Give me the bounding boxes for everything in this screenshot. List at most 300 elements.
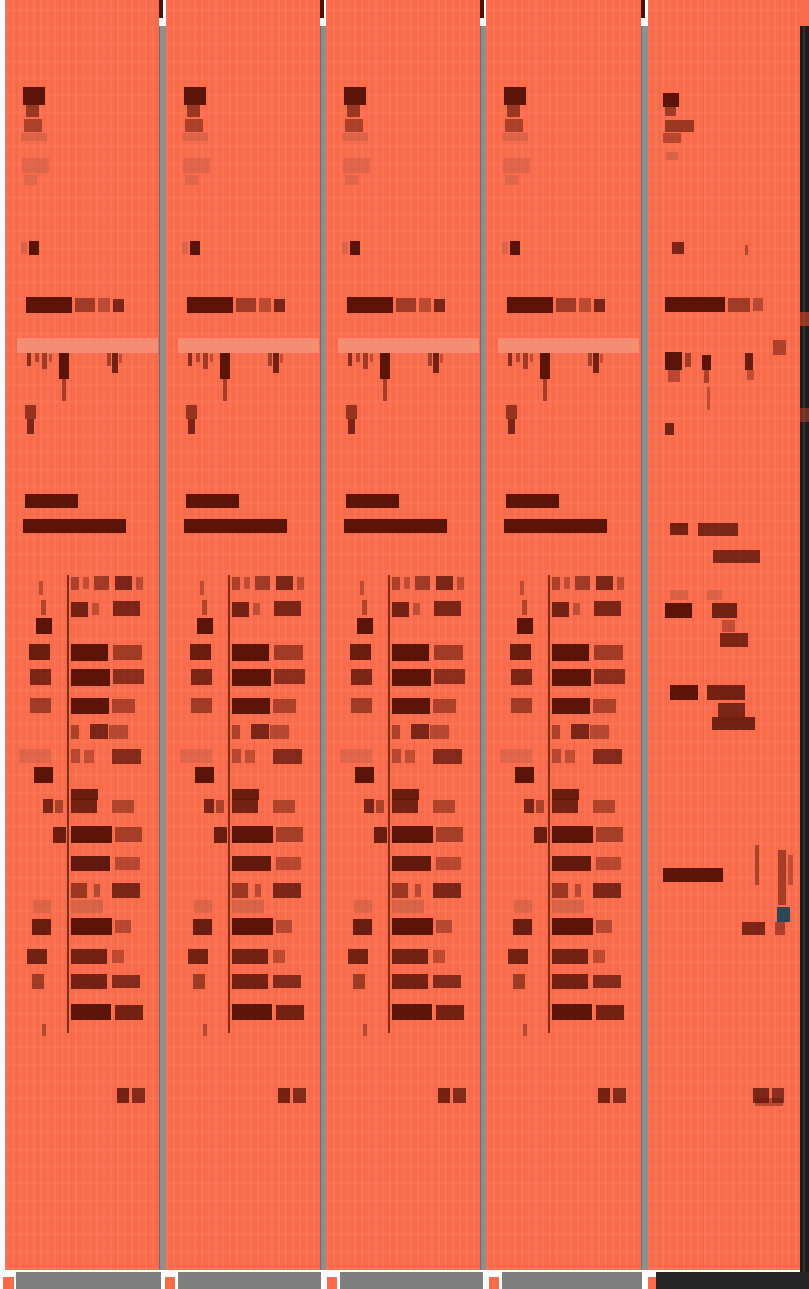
- text-smudge: [433, 975, 461, 988]
- text-smudge: [346, 494, 399, 508]
- text-smudge: [112, 950, 124, 963]
- text-smudge: [552, 949, 588, 964]
- text-smudge: [363, 353, 368, 369]
- text-smudge: [712, 717, 755, 730]
- text-smudge: [552, 602, 569, 617]
- page-shadow: [340, 1272, 483, 1289]
- text-smudge: [94, 576, 109, 590]
- text-smudge: [71, 900, 103, 913]
- text-smudge: [596, 1005, 624, 1020]
- text-smudge: [17, 338, 158, 353]
- text-smudge: [775, 922, 785, 935]
- text-smudge: [274, 299, 285, 312]
- text-smudge: [293, 1088, 306, 1103]
- text-smudge: [575, 884, 581, 897]
- text-smudge: [388, 575, 390, 1033]
- text-smudge: [255, 884, 261, 897]
- text-smudge: [665, 297, 725, 312]
- text-smudge: [33, 900, 51, 913]
- text-smudge: [722, 620, 735, 632]
- text-smudge: [530, 354, 533, 362]
- page-corner-tab: [489, 1277, 499, 1289]
- text-smudge: [573, 603, 580, 615]
- text-smudge: [392, 602, 409, 617]
- text-smudge: [113, 601, 140, 616]
- text-smudge: [552, 698, 590, 714]
- text-smudge: [392, 749, 401, 763]
- text-smudge: [552, 856, 591, 871]
- text-smudge: [433, 749, 462, 764]
- gutter-top-notch-dark: [641, 0, 645, 18]
- text-smudge: [274, 601, 301, 616]
- text-smudge: [59, 353, 69, 379]
- text-smudge: [90, 724, 108, 739]
- text-smudge: [773, 340, 786, 355]
- text-smudge: [517, 618, 533, 634]
- text-smudge: [593, 975, 621, 988]
- text-smudge: [232, 644, 269, 661]
- text-smudge: [670, 523, 688, 535]
- text-smudge: [665, 352, 682, 370]
- text-smudge: [204, 799, 214, 813]
- text-smudge: [704, 370, 709, 383]
- text-smudge: [433, 950, 445, 963]
- text-smudge: [203, 353, 208, 369]
- text-smudge: [24, 119, 42, 132]
- text-smudge: [338, 338, 479, 353]
- text-smudge: [43, 799, 53, 813]
- text-smudge: [92, 603, 99, 615]
- text-smudge: [392, 1004, 432, 1020]
- strip-segment: [803, 26, 805, 1289]
- text-smudge: [232, 602, 249, 617]
- page-shadow: [502, 1272, 642, 1289]
- text-smudge: [436, 576, 453, 590]
- text-smudge: [21, 242, 27, 254]
- text-smudge: [273, 883, 301, 898]
- text-smudge: [113, 645, 142, 660]
- text-smudge: [345, 175, 358, 185]
- text-smudge: [392, 856, 431, 871]
- text-smudge: [115, 1005, 143, 1020]
- text-smudge: [195, 767, 214, 783]
- text-smudge: [223, 379, 227, 401]
- text-smudge: [210, 354, 213, 362]
- text-smudge: [71, 799, 97, 813]
- text-smudge: [753, 1088, 769, 1103]
- text-smudge: [575, 576, 590, 590]
- text-smudge: [593, 353, 599, 373]
- text-smudge: [348, 419, 355, 434]
- text-smudge: [552, 644, 589, 661]
- text-smudge: [30, 669, 51, 685]
- text-smudge: [280, 354, 283, 363]
- text-smudge: [29, 644, 50, 660]
- text-smudge: [504, 519, 607, 533]
- text-smudge: [71, 826, 112, 843]
- text-smudge: [178, 338, 319, 353]
- text-smudge: [71, 644, 108, 661]
- text-smudge: [274, 645, 303, 660]
- text-smudge: [666, 152, 678, 160]
- text-smudge: [345, 119, 363, 132]
- text-smudge: [32, 919, 51, 935]
- text-smudge: [457, 577, 464, 590]
- text-smudge: [259, 298, 271, 312]
- text-smudge: [383, 379, 387, 401]
- text-smudge: [353, 974, 365, 989]
- text-smudge: [232, 577, 240, 590]
- text-smudge: [777, 907, 790, 922]
- page-4[interactable]: [486, 0, 641, 1270]
- text-smudge: [115, 576, 132, 590]
- text-smudge: [596, 576, 613, 590]
- text-smudge: [119, 354, 122, 363]
- text-smudge: [71, 856, 110, 871]
- text-smudge: [392, 918, 433, 935]
- text-smudge: [514, 900, 532, 913]
- text-smudge: [356, 353, 360, 362]
- page-5[interactable]: [648, 0, 800, 1270]
- text-smudge: [112, 699, 135, 713]
- strip-segment: [800, 408, 809, 422]
- text-smudge: [344, 519, 447, 533]
- text-smudge: [434, 601, 461, 616]
- text-smudge: [347, 105, 360, 117]
- text-smudge: [55, 800, 63, 813]
- page-corner-tab: [3, 1277, 14, 1289]
- text-smudge: [276, 857, 301, 870]
- text-smudge: [273, 800, 295, 813]
- text-smudge: [350, 241, 360, 255]
- text-smudge: [534, 827, 547, 843]
- right-edge-strip: [800, 0, 809, 1289]
- page-gutter: [480, 26, 486, 1270]
- text-smudge: [588, 353, 592, 366]
- text-smudge: [788, 855, 793, 885]
- text-smudge: [29, 241, 39, 255]
- text-smudge: [552, 749, 561, 763]
- text-smudge: [665, 107, 676, 116]
- text-smudge: [236, 298, 256, 312]
- text-smudge: [505, 175, 518, 185]
- text-smudge: [23, 519, 126, 533]
- text-smudge: [415, 884, 421, 897]
- text-smudge: [392, 799, 418, 813]
- text-smudge: [745, 353, 753, 370]
- text-smudge: [593, 699, 616, 713]
- text-smudge: [83, 577, 89, 589]
- text-smudge: [343, 158, 370, 173]
- text-smudge: [506, 405, 517, 419]
- text-smudge: [353, 919, 372, 935]
- gutter-top-notch-white: [159, 18, 163, 26]
- text-smudge: [268, 353, 272, 366]
- text-smudge: [419, 298, 431, 312]
- text-smudge: [596, 920, 612, 933]
- text-smudge: [524, 799, 534, 813]
- text-smudge: [190, 644, 211, 660]
- text-smudge: [707, 387, 710, 410]
- text-smudge: [370, 354, 373, 362]
- text-smudge: [433, 353, 439, 373]
- text-smudge: [728, 298, 750, 312]
- text-smudge: [71, 974, 107, 989]
- text-smudge: [84, 750, 94, 763]
- text-smudge: [36, 618, 52, 634]
- text-smudge: [502, 242, 508, 254]
- text-smudge: [185, 175, 198, 185]
- text-smudge: [340, 749, 372, 763]
- page-shadow: [656, 1272, 809, 1289]
- text-smudge: [25, 494, 78, 508]
- text-smudge: [508, 419, 515, 434]
- text-smudge: [747, 370, 754, 380]
- text-smudge: [433, 800, 455, 813]
- text-smudge: [273, 699, 296, 713]
- text-smudge: [186, 405, 197, 419]
- text-smudge: [180, 749, 212, 763]
- text-smudge: [510, 644, 531, 660]
- text-smudge: [232, 918, 273, 935]
- text-smudge: [24, 175, 37, 185]
- text-smudge: [596, 827, 623, 842]
- page-3[interactable]: [326, 0, 480, 1270]
- text-smudge: [434, 669, 465, 684]
- text-smudge: [107, 353, 111, 366]
- text-smudge: [344, 87, 366, 105]
- text-smudge: [436, 1005, 464, 1020]
- text-smudge: [355, 767, 374, 783]
- text-smudge: [434, 299, 445, 312]
- text-smudge: [278, 1088, 290, 1103]
- text-smudge: [255, 576, 270, 590]
- page-corner-tab: [165, 1277, 175, 1289]
- text-smudge: [193, 974, 205, 989]
- text-smudge: [30, 698, 51, 713]
- text-smudge: [364, 799, 374, 813]
- text-smudge: [232, 669, 271, 686]
- text-smudge: [713, 550, 760, 563]
- text-smudge: [232, 949, 268, 964]
- page-1[interactable]: [5, 0, 159, 1270]
- text-smudge: [707, 590, 722, 600]
- text-smudge: [25, 405, 36, 419]
- text-smudge: [71, 749, 80, 763]
- text-smudge: [508, 353, 512, 366]
- text-smudge: [668, 370, 680, 382]
- text-smudge: [436, 827, 463, 842]
- text-smudge: [23, 87, 45, 105]
- text-smudge: [197, 618, 213, 634]
- text-smudge: [392, 577, 400, 590]
- page-gutter: [159, 26, 166, 1270]
- text-smudge: [232, 799, 258, 813]
- text-smudge: [193, 919, 212, 935]
- text-smudge: [216, 800, 224, 813]
- text-smudge: [571, 724, 589, 739]
- gutter-top-notch-white: [480, 18, 484, 26]
- text-smudge: [190, 241, 200, 255]
- text-smudge: [663, 93, 679, 107]
- text-smudge: [392, 974, 428, 989]
- text-smudge: [251, 724, 269, 739]
- text-smudge: [520, 581, 524, 595]
- text-smudge: [663, 133, 681, 143]
- text-smudge: [504, 87, 526, 105]
- text-smudge: [21, 133, 47, 141]
- text-smudge: [232, 698, 270, 714]
- text-smudge: [98, 298, 110, 312]
- text-smudge: [75, 298, 95, 312]
- text-smudge: [778, 850, 786, 905]
- text-smudge: [552, 799, 578, 813]
- text-smudge: [594, 669, 625, 684]
- gutter-top-notch-dark: [159, 0, 163, 18]
- text-smudge: [232, 725, 240, 739]
- text-smudge: [182, 133, 208, 141]
- text-smudge: [600, 354, 603, 363]
- text-smudge: [188, 353, 192, 366]
- text-smudge: [617, 577, 624, 590]
- page-shadow: [178, 1272, 321, 1289]
- text-smudge: [228, 575, 230, 1033]
- text-smudge: [428, 353, 432, 366]
- text-smudge: [342, 133, 368, 141]
- text-smudge: [436, 920, 452, 933]
- text-smudge: [232, 974, 268, 989]
- text-smudge: [346, 405, 357, 419]
- text-smudge: [392, 644, 429, 661]
- text-smudge: [556, 298, 576, 312]
- text-smudge: [508, 949, 528, 964]
- text-smudge: [71, 577, 79, 590]
- page-corner-tab: [327, 1277, 337, 1289]
- text-smudge: [552, 577, 560, 590]
- text-smudge: [232, 900, 264, 913]
- text-smudge: [565, 750, 575, 763]
- text-smudge: [511, 669, 532, 685]
- text-smudge: [232, 1004, 272, 1020]
- text-smudge: [350, 644, 371, 660]
- text-smudge: [552, 918, 593, 935]
- text-smudge: [27, 419, 34, 434]
- text-smudge: [244, 577, 250, 589]
- text-smudge: [392, 725, 400, 739]
- text-smudge: [415, 576, 430, 590]
- text-smudge: [71, 669, 110, 686]
- text-smudge: [109, 725, 128, 739]
- page-shadow: [16, 1272, 161, 1289]
- text-smudge: [273, 975, 301, 988]
- text-smudge: [523, 353, 528, 369]
- text-smudge: [196, 353, 200, 362]
- text-smudge: [115, 827, 142, 842]
- text-smudge: [112, 353, 118, 373]
- text-smudge: [363, 1024, 367, 1036]
- text-smudge: [411, 724, 429, 739]
- page-2[interactable]: [166, 0, 320, 1270]
- text-smudge: [27, 949, 47, 964]
- text-smudge: [374, 827, 387, 843]
- text-smudge: [182, 242, 188, 254]
- text-smudge: [232, 826, 273, 843]
- gutter-top-notch-dark: [320, 0, 324, 18]
- text-smudge: [672, 242, 684, 254]
- text-smudge: [507, 297, 553, 313]
- text-smudge: [516, 353, 520, 362]
- text-smudge: [523, 1024, 527, 1036]
- text-smudge: [552, 669, 591, 686]
- text-smudge: [71, 602, 88, 617]
- text-smudge: [362, 600, 367, 615]
- text-smudge: [510, 241, 520, 255]
- text-smudge: [434, 645, 463, 660]
- text-smudge: [670, 590, 688, 600]
- text-smudge: [194, 900, 212, 913]
- text-smudge: [348, 949, 368, 964]
- text-smudge: [186, 494, 239, 508]
- text-smudge: [507, 105, 520, 117]
- text-smudge: [188, 419, 195, 434]
- text-smudge: [392, 698, 430, 714]
- text-smudge: [184, 87, 206, 105]
- text-smudge: [351, 698, 372, 713]
- text-smudge: [438, 1088, 450, 1103]
- text-smudge: [71, 1004, 111, 1020]
- text-smudge: [357, 618, 373, 634]
- text-smudge: [273, 353, 279, 373]
- text-smudge: [593, 749, 622, 764]
- text-smudge: [440, 354, 443, 363]
- text-smudge: [276, 576, 293, 590]
- text-smudge: [360, 581, 364, 595]
- text-smudge: [552, 900, 584, 913]
- text-smudge: [191, 698, 212, 713]
- text-smudge: [392, 949, 428, 964]
- text-smudge: [593, 800, 615, 813]
- text-smudge: [191, 669, 212, 685]
- text-smudge: [39, 581, 43, 595]
- text-smudge: [342, 242, 348, 254]
- text-smudge: [433, 883, 461, 898]
- text-smudge: [755, 845, 759, 885]
- text-smudge: [132, 1088, 145, 1103]
- text-smudge: [22, 158, 49, 173]
- text-smudge: [436, 857, 461, 870]
- page-gutter: [320, 26, 326, 1270]
- text-smudge: [19, 749, 51, 763]
- text-smudge: [433, 699, 456, 713]
- text-smudge: [392, 900, 424, 913]
- text-smudge: [515, 767, 534, 783]
- text-smudge: [276, 827, 303, 842]
- text-smudge: [753, 298, 763, 311]
- text-smudge: [685, 353, 691, 367]
- text-smudge: [188, 949, 208, 964]
- text-smudge: [113, 669, 144, 684]
- strip-segment: [800, 312, 809, 326]
- text-smudge: [513, 974, 525, 989]
- text-smudge: [274, 669, 305, 684]
- text-smudge: [49, 354, 52, 362]
- text-smudge: [380, 353, 390, 379]
- text-smudge: [564, 577, 570, 589]
- text-smudge: [94, 884, 100, 897]
- text-smudge: [511, 698, 532, 713]
- text-smudge: [71, 883, 87, 898]
- text-smudge: [593, 950, 605, 963]
